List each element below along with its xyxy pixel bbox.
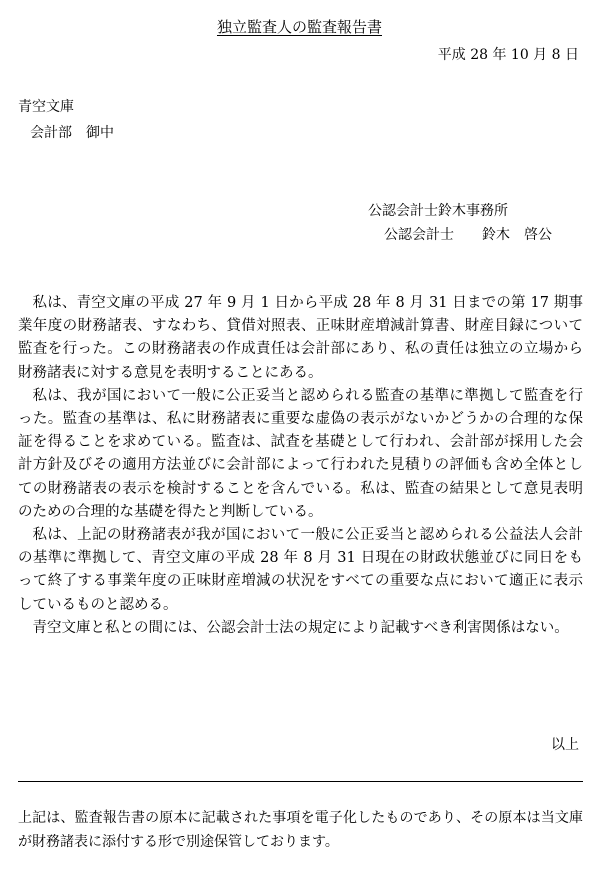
auditor-name: 公認会計士 鈴木 啓公 bbox=[384, 227, 552, 243]
report-date: 平成 28 年 10 月 8 日 bbox=[437, 47, 579, 63]
paragraph-interest: 青空文庫と私との間には、公認会計士法の規定により記載すべき利害関係はない。 bbox=[32, 619, 569, 636]
closing-mark: 以上 bbox=[551, 737, 579, 753]
paragraph-scope: 私は、青空文庫の平成 27 年 9 月 1 日から平成 28 年 8 月 31 日までの第 17 期事業年度の財務諸表、すなわち、貸借対照表、正味財産増減計算書、財産目録について監査を行った。この財務諸表の作成責任は会計部にあり、私の責任は独立の立場から財務諸表に対する意見を表明することにある。 bbox=[18, 295, 583, 381]
auditor-firm: 公認会計士鈴木事務所 bbox=[368, 203, 508, 219]
divider-line bbox=[18, 781, 583, 782]
addressee-department: 会計部 御中 bbox=[30, 125, 114, 141]
paragraph-opinion: 私は、上記の財務諸表が我が国において一般に公正妥当と認められる公益法人会計の基準に準拠して、青空文庫の平成 28 年 8 月 31 日現在の財政状態並びに同日をもって終了する事業年度の正味財産増減の状況をすべての重要な点において適正に表示しているものと認める。 bbox=[18, 527, 583, 613]
report-body bbox=[18, 292, 583, 640]
footnote: 上記は、監査報告書の原本に記載された事項を電子化したものであり、その原本は当文庫が財務諸表に添付する形で別途保管しております。 bbox=[18, 810, 583, 850]
addressee-name: 青空文庫 bbox=[18, 99, 74, 115]
document-title: 独立監査人の監査報告書 bbox=[216, 18, 382, 36]
paragraph-basis: 私は、我が国において一般に公正妥当と認められる監査の基準に準拠して監査を行った。監査の基準は、私に財務諸表に重要な虚偽の表示がないかどうかの合理的な保証を得ることを求めている。監査は、試査を基礎として行われ、会計部が採用した会計方針及びその適用方法並びに会計部によって行われた見積りの評価も含め全体としての財務諸表の表示を検討することを含んでいる。私は、監査の結果として意見表明のための合理的な基礎を得たと判断している。 bbox=[18, 387, 583, 520]
